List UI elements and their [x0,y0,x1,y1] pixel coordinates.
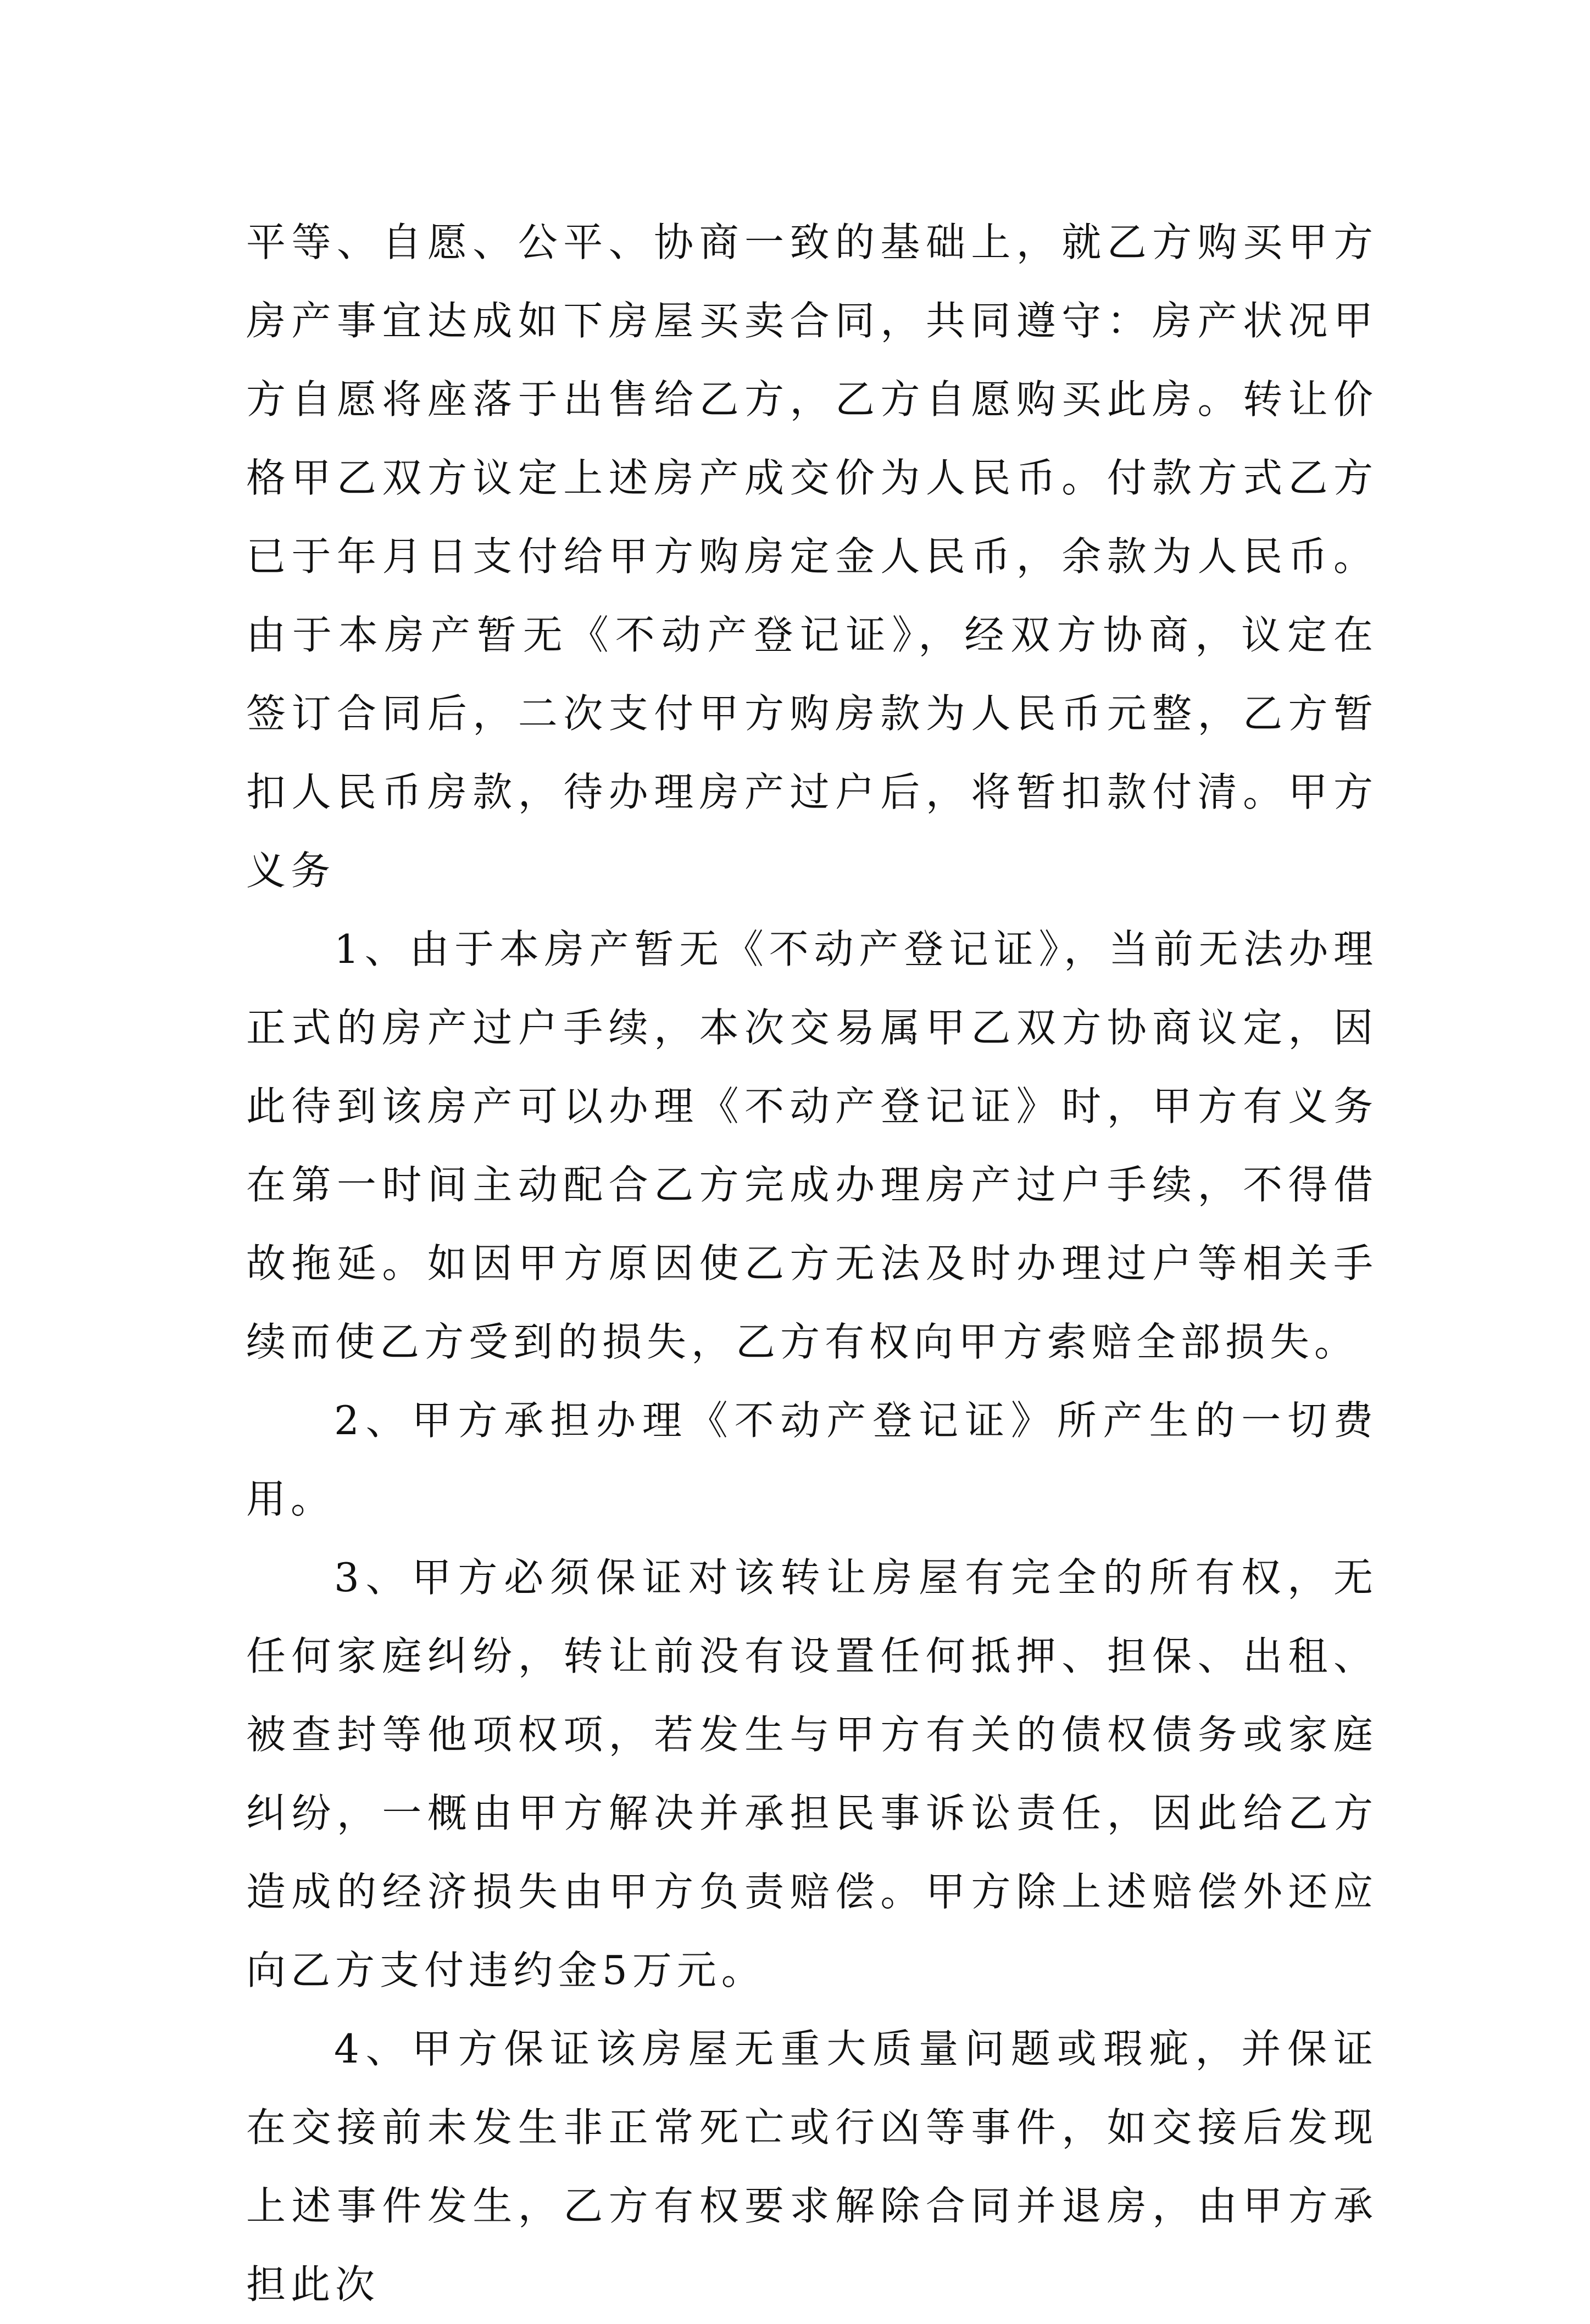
paragraph-clause-1: 1、由于本房产暂无《不动产登记证》，当前无法办理正式的房产过户手续，本次交易属甲乙双方协商议定，因此待到该房产可以办理《不动产登记证》时，甲方有义务在第一时间主动配合乙方完成办理房产过户手续，不得借故拖延。如因甲方原因使乙方无法及时办理过户等相关手续而使乙方受到的损失，乙方有权向甲方索赔全部损失。 [246,926,1378,1365]
document-body [246,203,1378,2324]
paragraph-clause-4: 4、甲方保证该房屋无重大质量问题或瑕疵，并保证在交接前未发生非正常死亡或行凶等事件，如交接后发现上述事件发生，乙方有权要求解除合同并退房，由甲方承担此次 [246,2026,1378,2308]
paragraph-clause-3: 3、甲方必须保证对该转让房屋有完全的所有权，无任何家庭纠纷，转让前没有设置任何抵押、担保、出租、被查封等他项权项，若发生与甲方有关的债权债务或家庭纠纷，一概由甲方解决并承担民事诉讼责任，因此给乙方造成的经济损失由甲方负责赔偿。甲方除上述赔偿外还应向乙方支付违约金5万元。 [246,1554,1378,1993]
paragraph-clause-2: 2、甲方承担办理《不动产登记证》所产生的一切费用。 [246,1397,1378,1522]
paragraph-opening: 平等、自愿、公平、协商一致的基础上，就乙方购买甲方房产事宜达成如下房屋买卖合同，共同遵守：房产状况甲方自愿将座落于出售给乙方，乙方自愿购买此房。转让价格甲乙双方议定上述房产成交价为人民币。付款方式乙方已于年月日支付给甲方购房定金人民币，余款为人民币。由于本房产暂无《不动产登记证》，经双方协商，议定在签订合同后，二次支付甲方购房款为人民币元整，乙方暂扣人民币房款，待办理房产过户后，将暂扣款付清。甲方义务 [246,219,1378,894]
